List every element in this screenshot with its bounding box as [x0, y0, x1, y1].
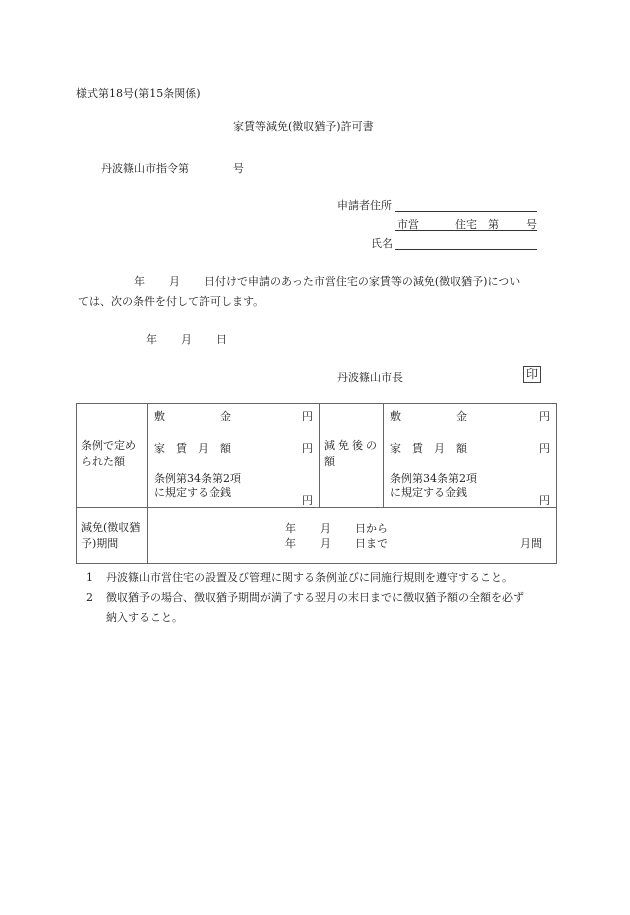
to-month: 月	[320, 537, 331, 550]
directive-suffix: 号	[233, 162, 244, 175]
from-day: 日から	[355, 522, 388, 535]
yen-unit: 円	[539, 410, 550, 423]
issue-month: 月	[181, 333, 192, 346]
period-label: 減免(徴収猶予)期間	[81, 521, 141, 550]
from-year: 年	[285, 522, 296, 535]
housing-go: 号	[526, 218, 537, 231]
rent-label: 家 賃 月 額	[390, 442, 467, 455]
body-line1: 日付けで申請のあった市営住宅の家賃等の減免(徴収猶予)につい	[204, 275, 521, 288]
address-field[interactable]	[395, 197, 537, 212]
yen-unit: 円	[302, 410, 313, 423]
after-reduction-label-cell	[320, 404, 384, 508]
notes-list	[86, 568, 524, 628]
amount-row	[77, 404, 557, 508]
after-reduction-amount-cell	[384, 404, 557, 508]
yen-unit: 円	[539, 442, 550, 455]
period-row	[77, 508, 557, 564]
body-text	[78, 272, 558, 312]
note-text: 丹波篠山市営住宅の設置及び管理に関する条例並びに同施行規則を遵守すること。	[106, 571, 513, 584]
name-label: 氏名	[371, 237, 393, 250]
clause-line2: に規定する金銭	[154, 486, 231, 499]
note-number: 1	[86, 571, 93, 584]
housing-label: 住宅	[455, 218, 477, 231]
after-reduction-label: 減免後の額	[324, 439, 380, 468]
seal-stamp: 印	[523, 366, 541, 383]
clause-line2: に規定する金銭	[390, 486, 467, 499]
to-day: 日まで	[355, 537, 388, 550]
body-line2: ては、次の条件を付して許可します。	[78, 295, 265, 308]
body-month: 月	[169, 275, 180, 288]
ordinance-amount-cell	[148, 404, 320, 508]
issue-year: 年	[146, 333, 157, 346]
rent-label: 家 賃 月 額	[154, 442, 231, 455]
from-month: 月	[320, 522, 331, 535]
directive-number	[101, 160, 244, 176]
clause-line1: 条例第34条第2項	[154, 472, 241, 485]
mayor-title: 丹波篠山市長	[337, 371, 403, 384]
note-number: 2	[86, 591, 93, 604]
housing-dai: 第	[488, 218, 499, 231]
directive-prefix: 丹波篠山市指令第	[101, 162, 189, 175]
note-item-2	[86, 588, 524, 608]
period-label-cell	[77, 508, 148, 564]
deposit-label: 敷 金	[390, 410, 467, 423]
yen-unit: 円	[539, 494, 550, 507]
months-label: 月間	[520, 537, 542, 550]
note-continuation: 納入すること。	[106, 611, 183, 624]
note-text: 徴収猶予の場合、徴収猶予期間が満了する翌月の末日までに徴収猶予額の全額を必ず	[106, 591, 524, 604]
issue-day: 日	[216, 333, 227, 346]
issue-date	[146, 331, 227, 347]
form-number: 様式第18号(第15条関係)	[76, 87, 201, 100]
period-value-cell	[148, 508, 557, 564]
note-item-1	[86, 568, 524, 588]
conditions-table	[76, 403, 557, 564]
body-year: 年	[134, 275, 145, 288]
document-title: 家賃等減免(徴収猶予)許可書	[233, 120, 374, 133]
yen-unit: 円	[302, 494, 313, 507]
deposit-label: 敷 金	[154, 410, 231, 423]
ordinance-amount-label-cell	[77, 404, 148, 508]
to-year: 年	[285, 537, 296, 550]
clause-line1: 条例第34条第2項	[390, 472, 477, 485]
address-label: 申請者住所	[337, 199, 392, 212]
ordinance-amount-label: 条例で定められた額	[81, 439, 136, 468]
housing-city: 市営	[397, 218, 419, 231]
name-field[interactable]	[395, 235, 537, 250]
yen-unit: 円	[302, 442, 313, 455]
